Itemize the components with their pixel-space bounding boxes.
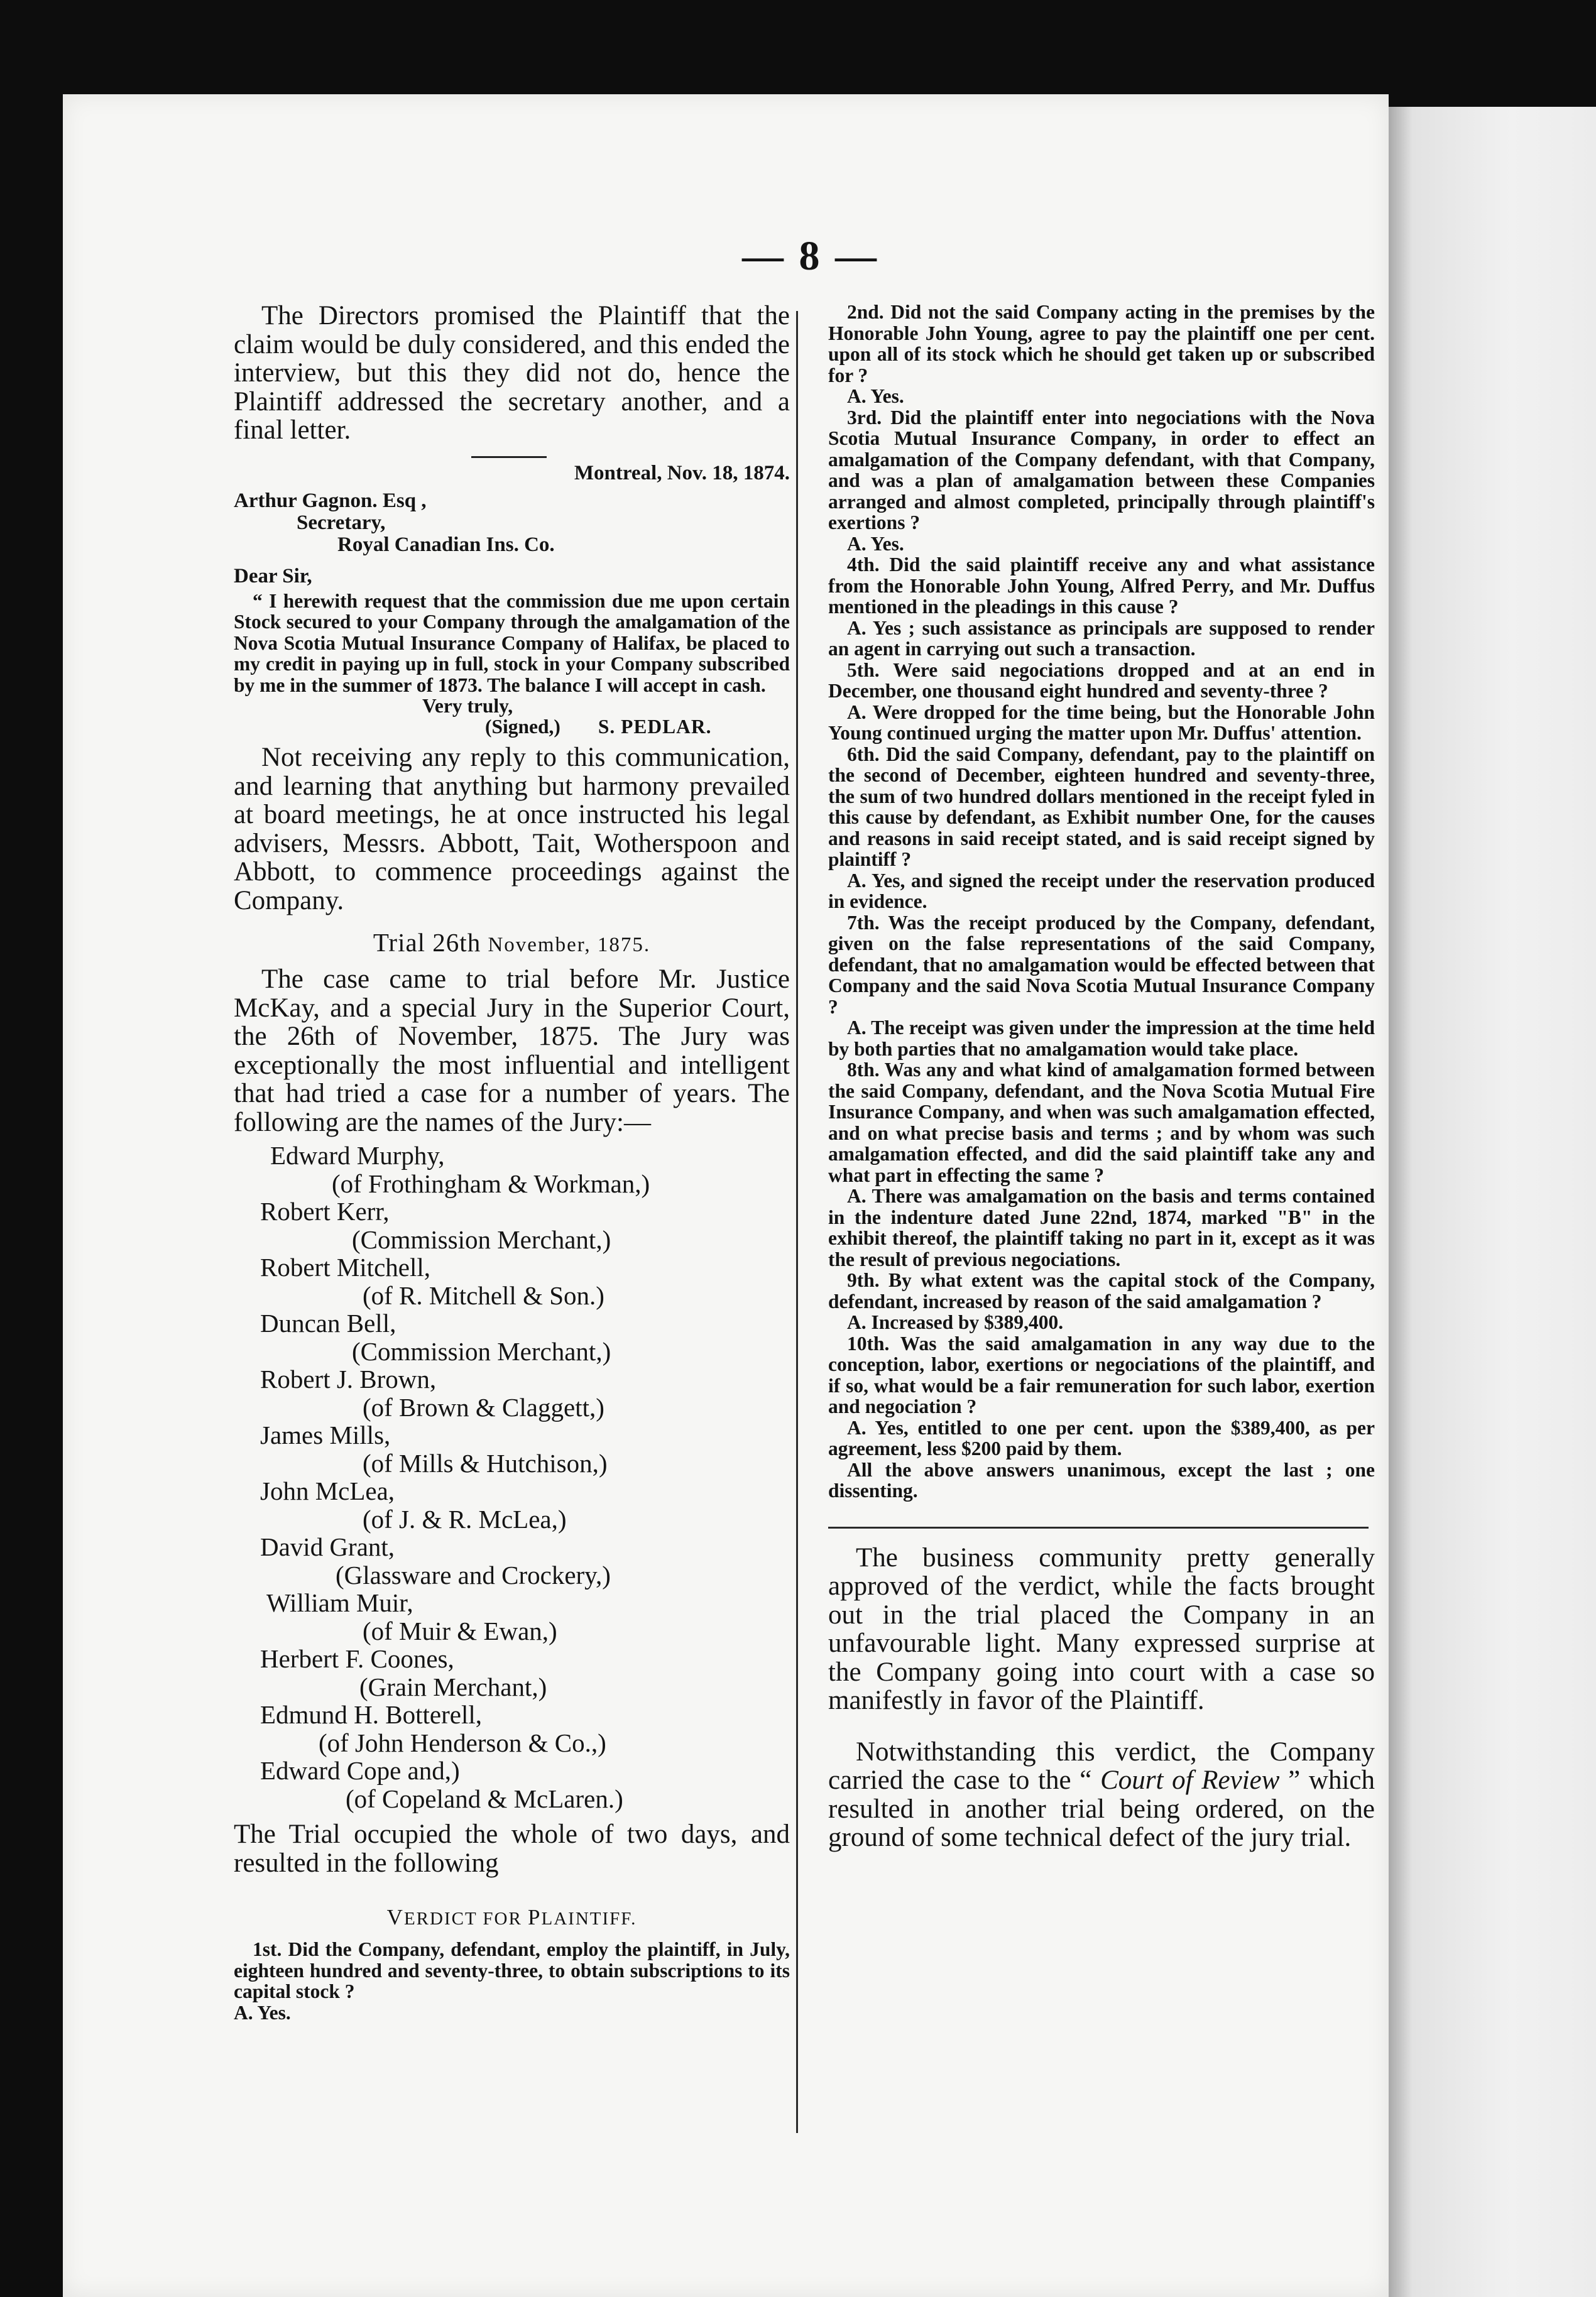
jury-list	[234, 1142, 790, 1813]
trial-heading	[234, 927, 790, 958]
juror-name: Robert J. Brown,	[260, 1365, 437, 1394]
juror-firm: (Glassware and Crockery,)	[336, 1560, 611, 1590]
juror-firm: (of Mills & Hutchison,)	[363, 1448, 608, 1478]
juror-name: John McLea,	[260, 1476, 395, 1505]
juror-entry	[234, 1198, 790, 1253]
paragraph-business-community: The business community pretty generally approved of the verdict, while the facts brought out in the trial placed the Company in an unfavourable light. Many expressed surprise at the Company going into court with a case so manifestly in favor of the Plaintiff.	[828, 1542, 1375, 1715]
verdict-item: 4th. Did the said plaintiff receive any and what assistance from the Honorable John Young, Alfred Perry, and Mr. Duffus mentioned in the pleadings in this cause ?	[828, 554, 1375, 618]
verdict-item: A. Yes.	[847, 385, 904, 407]
verdict-item: 3rd. Did the plaintiff enter into negociations with the Nova Scotia Mutual Insurance Company, in order to effect an amalgamation of the Company defendant, with that Company, and was a plan of amalgamation between these Companies arranged and almost completed, principally through plaintiff's exertions ?	[828, 406, 1375, 533]
juror-name: William Muir,	[266, 1588, 413, 1617]
left-column	[234, 302, 790, 2023]
verdict-item: 9th. By what extent was the capital stock of the Company, defendant, increased by reason of the said amalgamation ?	[828, 1269, 1375, 1312]
verdict-item: 5th. Were said negociations dropped and at an end in December, one thousand eight hundred and seventy-three ?	[828, 658, 1375, 702]
trial-heading-month: November, 1875.	[488, 934, 651, 956]
juror-entry	[234, 1477, 790, 1533]
right-column	[828, 302, 1375, 1852]
juror-name: Duncan Bell,	[260, 1309, 396, 1338]
closing-line: Very truly,	[422, 695, 513, 717]
verdict-item: 10th. Was the said amalgamation in any way due to the conception, labor, exertions or negociations of the plaintiff, and if so, what would be a fair remuneration for such labor, exertion and negociation ?	[828, 1332, 1375, 1417]
juror-name: Robert Mitchell,	[260, 1253, 431, 1282]
verdict-item: 8th. Was any and what kind of amalgamation formed between the said Company, defendant, and the Nova Scotia Mutual Fire Insurance Company, and when was such amalgamation effected, and on what precise basis and terms ; and by whom was such amalgamation effected, and did the said plaintiff take any and what part in effecting the same ?	[828, 1059, 1375, 1186]
verdict-qa-list	[828, 302, 1375, 1502]
juror-entry	[234, 1142, 790, 1198]
review-text-part: Notwithstanding this verdict, the Company carried the case to the “	[828, 1737, 1375, 1795]
juror-name: Robert Kerr,	[260, 1197, 390, 1226]
verdict-heading-part: ERDICT FOR	[403, 1909, 528, 1929]
verdict-item: 2nd. Did not the said Company acting in the premises by the Honorable John Young, agree to pay the plaintiff one per cent. upon all of its stock which he should get taken up or subscribed for ?	[828, 301, 1375, 386]
letter-closing	[234, 696, 790, 737]
juror-firm: (Commission Merchant,)	[352, 1225, 611, 1254]
verdict-item: 7th. Was the receipt produced by the Company, defendant, given on the false representations of the said Company, defendant, that no amalgamation would be effected between that Company and the said Nova Scotia Mutual Insurance Company ?	[828, 911, 1375, 1018]
juror-name: David Grant,	[260, 1532, 395, 1561]
signed-label: (Signed,)	[485, 716, 560, 738]
juror-entry	[234, 1309, 790, 1365]
juror-firm: (Grain Merchant,)	[359, 1672, 547, 1701]
paragraph-trial-duration: The Trial occupied the whole of two days, and resulted in the following	[234, 1820, 790, 1878]
verdict-item: A. Yes, entitled to one per cent. upon the $389,400, as per agreement, less $200 paid by them.	[828, 1416, 1375, 1459]
letter-body: “ I herewith request that the commission due me upon certain Stock secured to your Company through the amalgamation of the Nova Scotia Mutual Insurance Company of Halifax, be placed to my credit in paying up in full, stock in your Company subscribed by me in the summer of 1873. The balance I will accept in cash.	[234, 589, 790, 696]
juror-firm: (of Brown & Claggett,)	[363, 1392, 604, 1422]
juror-firm: (of John Henderson & Co.,)	[319, 1728, 606, 1757]
juror-entry	[234, 1253, 790, 1309]
verdict-item: A. The receipt was given under the impression at the time held by both parties that no amalgamation would take place.	[828, 1017, 1375, 1060]
address-line-1: Arthur Gagnon. Esq ,	[234, 489, 427, 512]
verdict-heading	[234, 1905, 790, 1930]
juror-entry	[234, 1589, 790, 1645]
signatory-name: S. PEDLAR.	[598, 716, 712, 738]
section-rule	[828, 1527, 1369, 1529]
verdict-item: All the above answers unanimous, except the last ; one dissenting.	[828, 1458, 1375, 1502]
juror-entry	[234, 1757, 790, 1813]
verdict-heading-part: LAINTIFF.	[541, 1909, 637, 1929]
juror-entry	[234, 1701, 790, 1757]
paragraph-gap	[828, 1715, 1375, 1738]
verdict-heading-part: P	[528, 1905, 542, 1929]
juror-name: Edmund H. Botterell,	[260, 1700, 483, 1729]
review-text-part: ” which resulted in another trial being ordered, on the ground of some technical defect of the jury trial.	[828, 1765, 1375, 1852]
juror-firm: (Commission Merchant,)	[352, 1336, 611, 1366]
verdict-item: 6th. Did the said Company, defendant, pay to the plaintiff on the second of December, eighteen hundred and seventy-three, the sum of two hundred dollars mentioned in the receipt fyled in this cause by defendant, as Exhibit number One, for the causes and reasons in said receipt stated, and is said receipt signed by plaintiff ?	[828, 743, 1375, 870]
juror-name: Edward Murphy,	[270, 1141, 445, 1170]
page-number: — 8 —	[742, 233, 879, 279]
letter-address	[234, 490, 790, 556]
verdict-item: A. Yes, and signed the receipt under the reservation produced in evidence.	[828, 869, 1375, 912]
juror-firm: (of Copeland & McLaren.)	[346, 1784, 623, 1813]
address-line-3: Royal Canadian Ins. Co.	[337, 533, 555, 556]
letter-salutation: Dear Sir,	[234, 564, 312, 587]
paragraph-court-of-review	[828, 1738, 1375, 1852]
juror-firm: (of J. & R. McLea,)	[363, 1504, 567, 1534]
paragraph-directors: The Directors promised the Plaintiff that the claim would be duly considered, and this ended the interview, but this they did not do, hence the Plaintiff addressed the secretary another, and a final letter.	[234, 301, 790, 445]
juror-name: Edward Cope and,)	[260, 1756, 460, 1785]
trial-heading-date: Trial 26th	[373, 928, 488, 957]
verdict-item: A. Yes ; such assistance as principals are supposed to render an agent in carrying out such a transaction.	[828, 616, 1375, 660]
juror-entry	[234, 1421, 790, 1477]
juror-entry	[234, 1365, 790, 1421]
verdict-item: A. Were dropped for the time being, but the Honorable John Young continued urging the matter upon Mr. Duffus' attention.	[828, 701, 1375, 744]
scan-background-strip	[1382, 107, 1596, 2297]
juror-name: James Mills,	[260, 1421, 391, 1449]
juror-firm: (of Frothingham & Workman,)	[332, 1169, 650, 1198]
letter-dateline: Montreal, Nov. 18, 1874.	[574, 461, 790, 484]
verdict-item: A. Yes.	[847, 532, 904, 555]
juror-firm: (of R. Mitchell & Son.)	[363, 1280, 604, 1310]
verdict-heading-part: V	[386, 1905, 404, 1929]
paragraph-trial: The case came to trial before Mr. Justice McKay, and a special Jury in the Superior Court, the 26th of November, 1875. The Jury was exceptionally the most influential and intelligent that had tried a case for a number of years. The following are the names of the Jury:—	[234, 964, 790, 1137]
verdict-item: A. There was amalgamation on the basis and terms contained in the indenture dated June 22nd, 1874, marked "B" in the exhibit thereof, the plaintiff taking no part in it, except as it was the result of previous negociations.	[828, 1185, 1375, 1270]
address-line-2: Secretary,	[297, 511, 386, 534]
court-of-review-name: Court of Review	[1100, 1765, 1280, 1795]
verdict-answer: A. Yes.	[234, 2001, 291, 2024]
column-divider	[796, 311, 798, 2133]
short-rule	[471, 456, 547, 458]
verdict-question: 1st. Did the Company, defendant, employ the plaintiff, in July, eighteen hundred and seventy-three, to obtain subscriptions to its capital stock ?	[234, 1938, 790, 2002]
juror-entry	[234, 1533, 790, 1589]
juror-name: Herbert F. Coones,	[260, 1644, 454, 1673]
closing-signature	[234, 716, 790, 737]
juror-entry	[234, 1645, 790, 1701]
paragraph-no-reply: Not receiving any reply to this communication, and learning that anything but harmony prevailed at board meetings, he at once instructed his legal advisers, Messrs. Abbott, Tait, Wotherspoon and Abbott, to commence proceedings against the Company.	[234, 743, 790, 915]
verdict-item: A. Increased by $389,400.	[847, 1311, 1064, 1333]
juror-firm: (of Muir & Ewan,)	[363, 1616, 557, 1645]
